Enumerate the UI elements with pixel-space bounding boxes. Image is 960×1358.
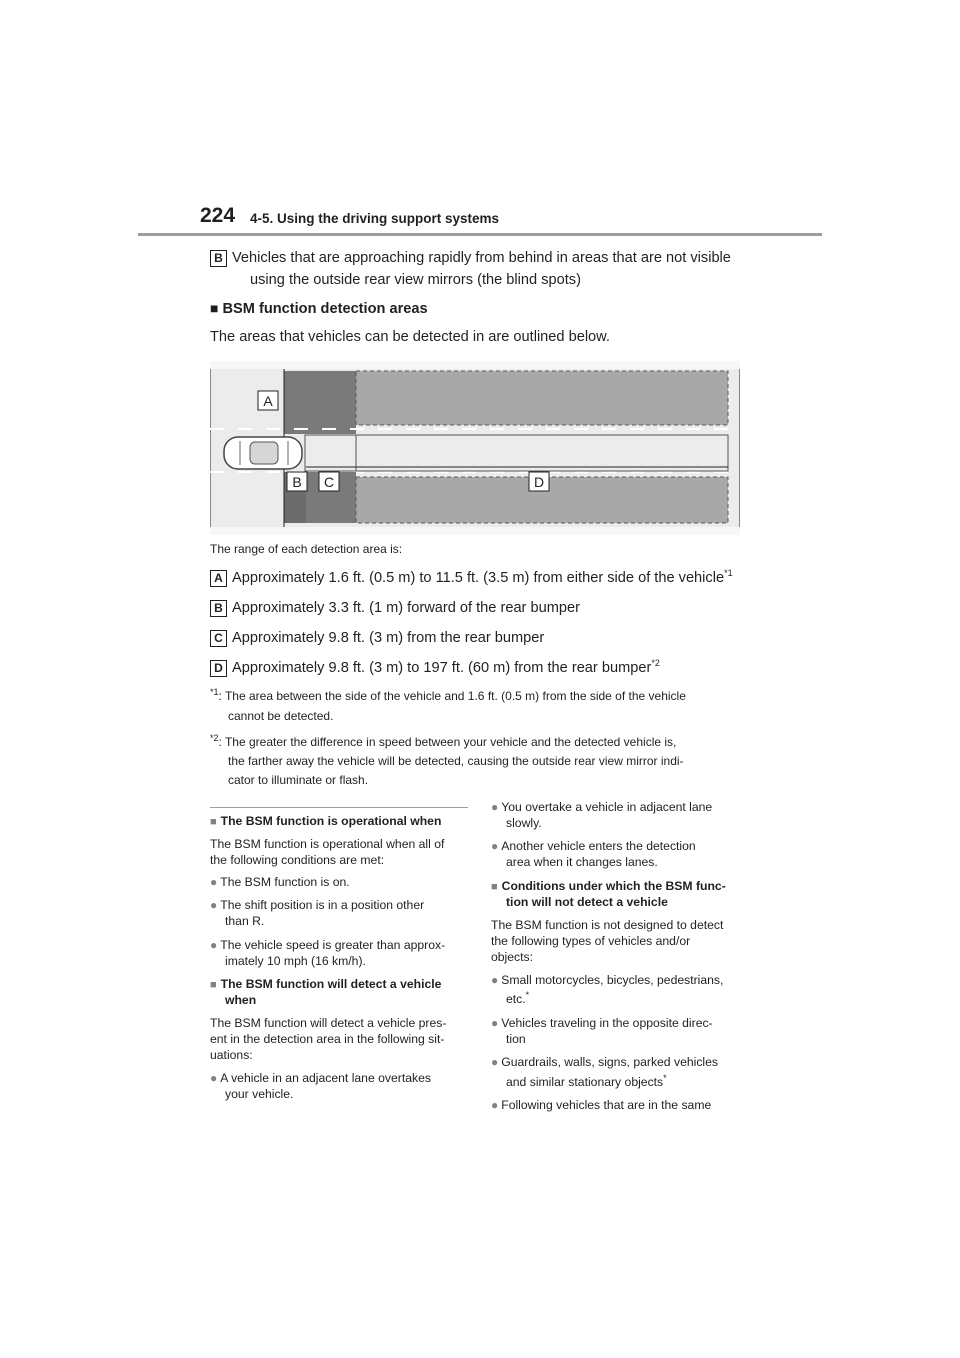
right-bullet-1-line1: ● You overtake a vehicle in adjacent lane bbox=[491, 800, 713, 814]
zone-a-upper-dark bbox=[284, 371, 356, 434]
section-title: 4-5. Using the driving support systems bbox=[250, 211, 500, 226]
square-bullet-icon: ■ bbox=[491, 881, 498, 893]
ranges-caption: The range of each detection area is: bbox=[210, 542, 403, 556]
right-bullet-4-line1: ● Vehicles traveling in the opposite direc- bbox=[491, 1016, 713, 1030]
right-para1-line3: objects: bbox=[491, 950, 534, 964]
right-bullet-2-line1: ● Another vehicle enters the detection bbox=[491, 839, 696, 853]
left-heading-detect-line1: ■ The BSM function will detect a vehicle bbox=[210, 977, 442, 991]
right-bullet-5-line1: ● Guardrails, walls, signs, parked vehicles bbox=[491, 1055, 719, 1069]
left-bullet-2-line2: than R. bbox=[225, 914, 265, 928]
bullet-icon: ● bbox=[210, 938, 218, 952]
right-bullet-3-line1: ● Small motorcycles, bicycles, pedestrians, bbox=[491, 973, 724, 987]
right-para1-line2: the following types of vehicles and/or bbox=[491, 934, 691, 948]
bullet-icon: ● bbox=[491, 1098, 499, 1112]
left-para2-line2: ent in the detection area in the following sit- bbox=[210, 1032, 445, 1046]
bullet-icon: ● bbox=[210, 875, 218, 889]
footnote-2-line2: the farther away the vehicle will be detected, causing the outside rear view mirror indi- bbox=[228, 754, 684, 768]
square-bullet-icon: ■ bbox=[210, 979, 217, 991]
header-rule bbox=[138, 233, 822, 236]
detection-areas-intro: The areas that vehicles can be detected in are outlined below. bbox=[210, 329, 610, 345]
right-heading-line2: tion will not detect a vehicle bbox=[506, 895, 668, 909]
left-bullet-3-line1: ● The vehicle speed is greater than approx- bbox=[210, 938, 446, 952]
road-edge-top bbox=[210, 361, 740, 369]
badge-d: D bbox=[210, 660, 227, 677]
left-bullet-2-line1: ● The shift position is in a position other bbox=[210, 898, 425, 912]
right-bullet-1-line2: slowly. bbox=[506, 816, 542, 830]
right-bullet-4-line2: tion bbox=[506, 1032, 526, 1046]
footnote-2-line3: cator to illuminate or flash. bbox=[228, 773, 369, 787]
bullet-icon: ● bbox=[210, 1071, 218, 1085]
left-para2-line3: uations: bbox=[210, 1048, 253, 1062]
bullet-icon: ● bbox=[210, 898, 218, 912]
detection-areas-heading: ■ BSM function detection areas bbox=[210, 300, 428, 317]
left-heading-operational: ■ The BSM function is operational when bbox=[210, 814, 442, 828]
range-item-a: Approximately 1.6 ft. (0.5 m) to 11.5 ft. (3.5 m) from either side of the vehicle$^{*1}$ bbox=[232, 568, 733, 586]
left-bullet-1: ● The BSM function is on. bbox=[210, 875, 350, 889]
bullet-icon: ● bbox=[491, 839, 499, 853]
zone-d-upper bbox=[356, 371, 728, 425]
detection-area-diagram bbox=[210, 361, 740, 535]
road-edge-bottom bbox=[210, 527, 740, 535]
square-bullet-icon: ■ bbox=[210, 300, 219, 316]
bullet-icon: ● bbox=[491, 1016, 499, 1030]
badge-b-top: B bbox=[210, 250, 227, 267]
left-para1-line1: The BSM function is operational when all of bbox=[210, 837, 445, 851]
badge-b: B bbox=[210, 600, 227, 617]
right-bullet-3-line2: etc.* bbox=[506, 989, 530, 1006]
diagram-label-a: A bbox=[263, 393, 273, 409]
right-para1-line1: The BSM function is not designed to detect bbox=[491, 918, 724, 932]
square-bullet-icon: ■ bbox=[210, 816, 217, 828]
bullet-icon: ● bbox=[491, 1055, 499, 1069]
left-para1-line2: the following conditions are met: bbox=[210, 853, 385, 867]
page-number: 224 bbox=[200, 204, 236, 227]
item-b-text-line1: Vehicles that are approaching rapidly from behind in areas that are not visible bbox=[232, 250, 731, 266]
footnote-1-line1: $^{*1}$: The area between the side of the vehicle and 1.6 ft. (0.5 m) from the side of the vehicle bbox=[210, 687, 686, 703]
left-para2-line1: The BSM function will detect a vehicle pres- bbox=[210, 1016, 447, 1030]
column-rule bbox=[210, 807, 468, 808]
right-heading-line1: ■ Conditions under which the BSM func- bbox=[491, 879, 726, 893]
footnote-1-line2: cannot be detected. bbox=[228, 709, 334, 723]
diagram-label-c: C bbox=[323, 474, 335, 490]
badge-c: C bbox=[210, 630, 227, 647]
right-bullet-2-line2: area when it changes lanes. bbox=[506, 855, 658, 869]
right-bullet-5-line2: and similar stationary objects* bbox=[506, 1072, 667, 1089]
bullet-icon: ● bbox=[491, 973, 499, 987]
left-heading-detect-line2: when bbox=[225, 993, 257, 1007]
vehicle-icon bbox=[224, 437, 302, 469]
diagram-label-d: D bbox=[533, 474, 545, 490]
left-bullet-4-line2: your vehicle. bbox=[225, 1087, 294, 1101]
footnote-2-line1: $^{*2}$: The greater the difference in speed between your vehicle and the detected vehicle is, bbox=[210, 733, 677, 749]
badge-a: A bbox=[210, 570, 227, 587]
left-bullet-4-line1: ● A vehicle in an adjacent lane overtakes bbox=[210, 1071, 431, 1085]
bullet-icon: ● bbox=[491, 800, 499, 814]
right-bullet-6-line1: ● Following vehicles that are in the same bbox=[491, 1098, 712, 1112]
diagram-label-b: B bbox=[292, 474, 302, 490]
range-item-c: Approximately 9.8 ft. (3 m) from the rear bumper bbox=[232, 630, 545, 646]
own-lane-outline bbox=[305, 435, 728, 471]
range-item-d: Approximately 9.8 ft. (3 m) to 197 ft. (60 m) from the rear bumper$^{*2}$ bbox=[232, 658, 660, 676]
range-item-b: Approximately 3.3 ft. (1 m) forward of the rear bumper bbox=[232, 600, 580, 616]
item-b-text-line2: using the outside rear view mirrors (the blind spots) bbox=[250, 272, 581, 288]
left-bullet-3-line2: imately 10 mph (16 km/h). bbox=[225, 954, 366, 968]
